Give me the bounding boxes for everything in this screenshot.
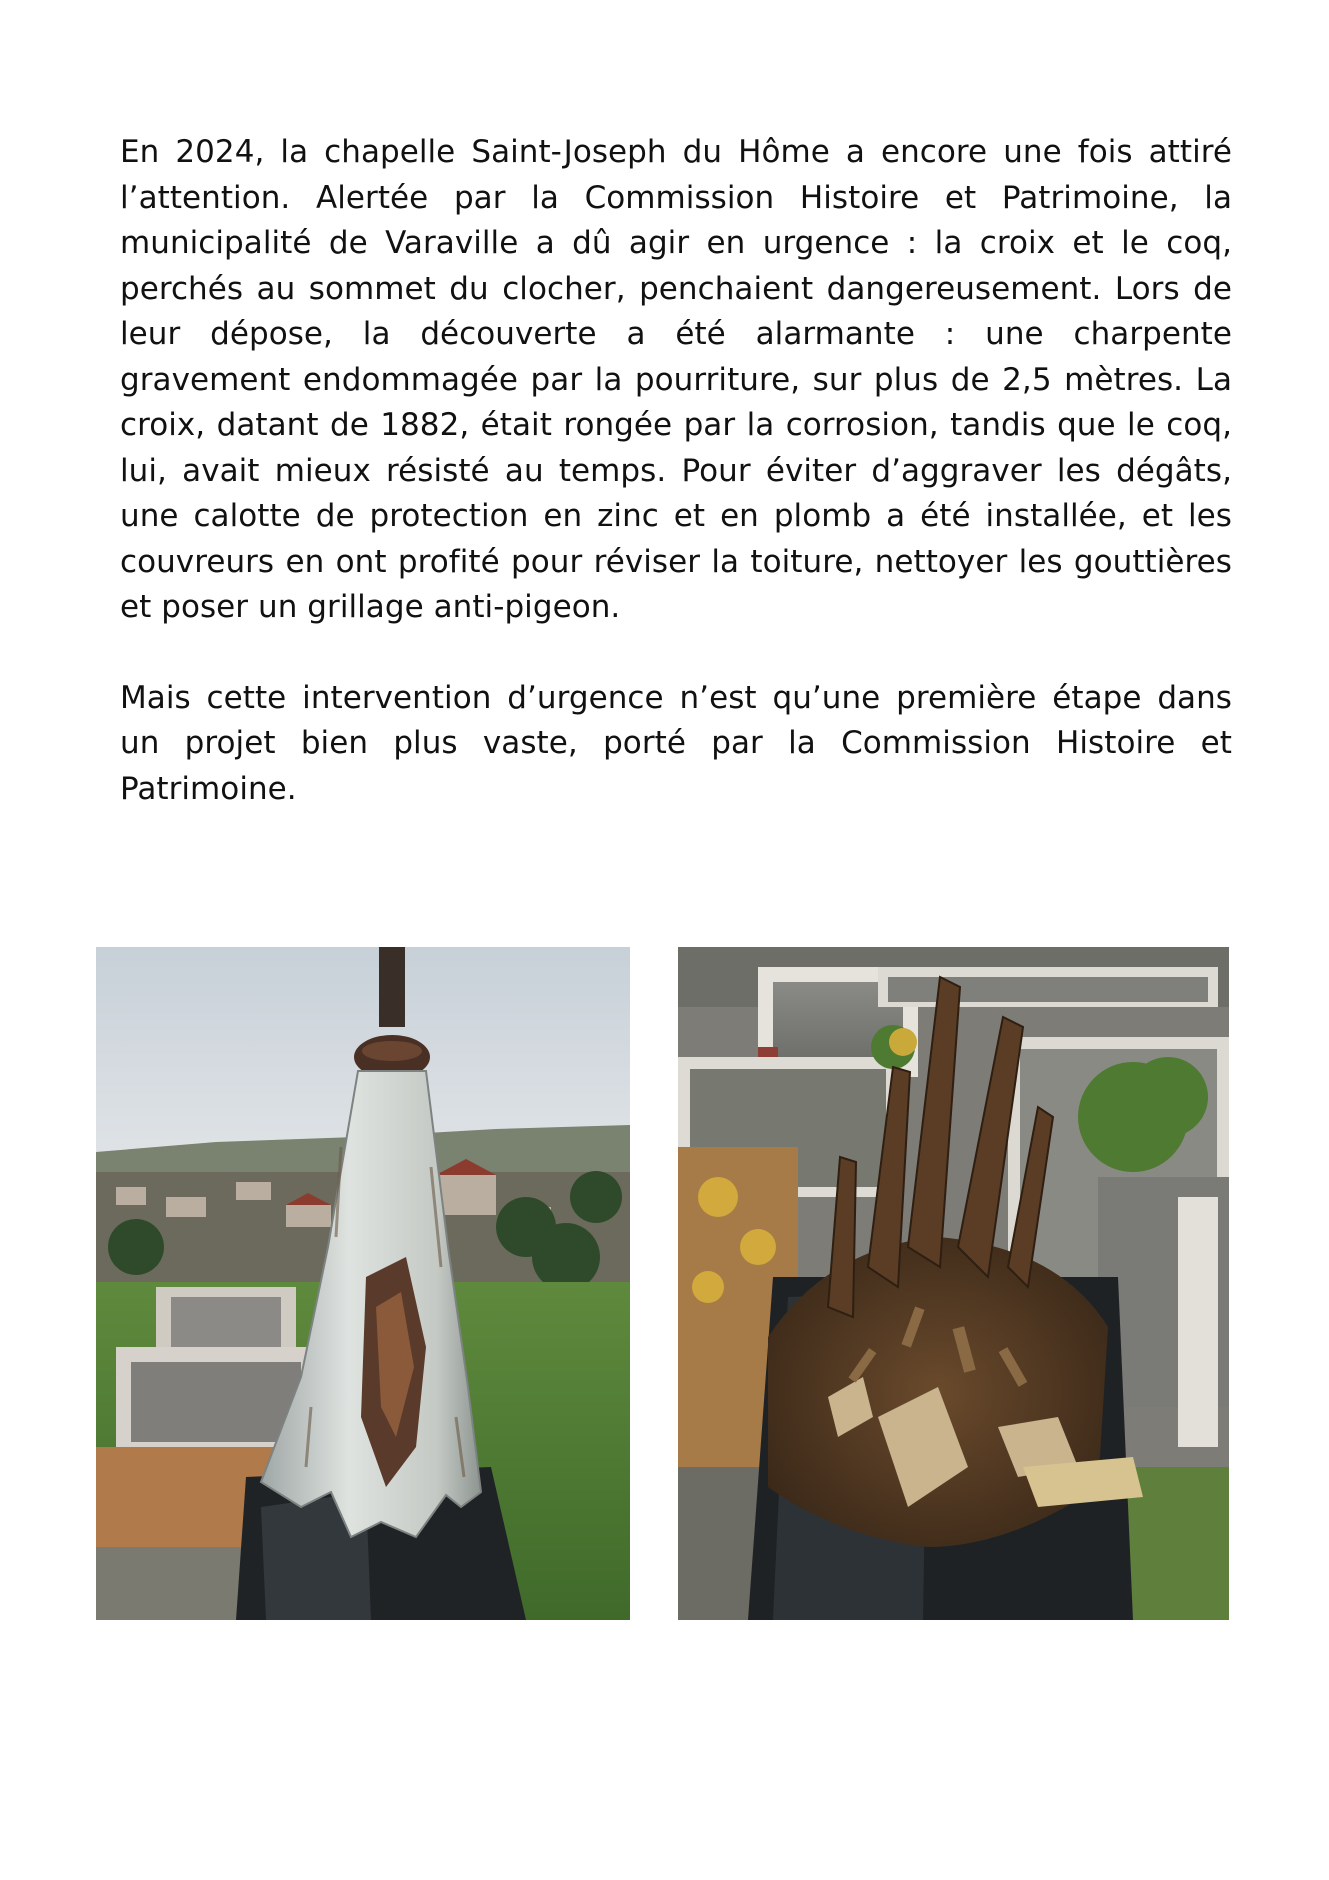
paragraph-larger-project: Mais cette intervention d’urgence n’est qu’une première étape dans un projet bien plus vaste, porté par la Commission Histoire et Patrimoine. xyxy=(120,679,1232,807)
rotten-timber-photo xyxy=(678,947,1229,1620)
paragraph-urgent-intervention: En 2024, la chapelle Saint-Joseph du Hôme a encore une fois attiré l’attention. Alertée par la Commission Histoire et Patrimoine, la municipalité de Varaville a dû agir en urgence : la croix et le coq, perchés au sommet du clocher, penchaient dangereusement. Lors de leur dépose, la découverte a été alarmante : une charpente gravement endommagée par la pourriture, sur plus de 2,5 mètres. La croix, datant de 1882, était rongée par la corrosion, tandis que le coq, lui, avait mieux résisté au temps. Pour éviter d’aggraver les dégâts, une calotte de protection en zinc et en plomb a été installée, et les couvreurs en ont profité pour réviser la toiture, nettoyer les gouttières et poser un grillage anti-pigeon. xyxy=(120,134,1232,625)
spire-metal-cap-photo xyxy=(96,947,630,1620)
article-text xyxy=(120,130,1232,812)
